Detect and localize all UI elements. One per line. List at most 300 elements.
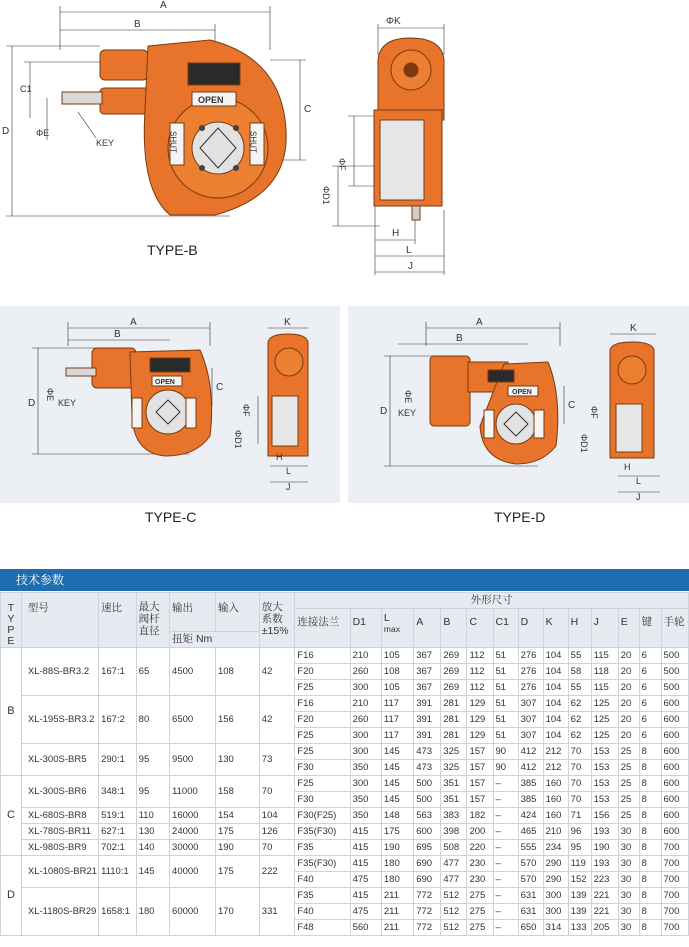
- h-cell: 70: [568, 776, 591, 792]
- l-header-main: L: [383, 612, 390, 624]
- type-header-t: T: [7, 602, 15, 614]
- c-cell: 112: [467, 680, 493, 696]
- k-cell: 160: [543, 776, 568, 792]
- dim-a: A: [160, 0, 167, 11]
- l-cell: 117: [381, 712, 413, 728]
- e-cell: 30: [618, 840, 639, 856]
- flange-cell: F30: [295, 792, 350, 808]
- d-cell: 555: [518, 840, 543, 856]
- key-cell: 8: [639, 904, 661, 920]
- dim-d-c: D: [28, 398, 36, 409]
- amp-line3: ±15%: [261, 625, 289, 637]
- dim-a-d: A: [476, 317, 483, 328]
- handwheel-cell: 700: [661, 840, 689, 856]
- dim-k-c: K: [284, 317, 291, 328]
- dim-j: J: [408, 261, 413, 272]
- l-cell: 117: [381, 728, 413, 744]
- d1-cell: 260: [350, 712, 381, 728]
- d1-cell: 300: [350, 680, 381, 696]
- c1-cell: –: [493, 776, 518, 792]
- amp-factor-cell: 73: [259, 744, 294, 776]
- c1-cell: 51: [493, 664, 518, 680]
- flange-cell: F35(F30): [295, 856, 350, 872]
- dim-phie-c: ΦE: [45, 388, 55, 402]
- l-cell: 180: [381, 856, 413, 872]
- flange-cell: F25: [295, 680, 350, 696]
- dim-phid1-d: ΦD1: [579, 434, 589, 453]
- output-torque-cell: 24000: [170, 824, 216, 840]
- e-cell: 30: [618, 920, 639, 936]
- stem-cell: 65: [136, 648, 169, 696]
- j-cell: 223: [591, 872, 618, 888]
- c1-cell: –: [493, 792, 518, 808]
- dim-h-c: H: [276, 452, 283, 462]
- a-cell: 690: [414, 872, 441, 888]
- type-cell: D: [1, 856, 22, 936]
- c-cell: 182: [467, 808, 493, 824]
- l-cell: 145: [381, 744, 413, 760]
- dim-h-d: H: [624, 462, 631, 472]
- h-cell: 70: [568, 744, 591, 760]
- d1-cell: 260: [350, 664, 381, 680]
- input-torque-cell: 158: [215, 776, 259, 808]
- d1-cell: 350: [350, 760, 381, 776]
- type-b-side-drawing: [320, 10, 470, 280]
- e-cell: 20: [618, 648, 639, 664]
- model-cell: XL-88S-BR3.2: [21, 648, 98, 696]
- k-cell: 234: [543, 840, 568, 856]
- h-cell: 62: [568, 728, 591, 744]
- handwheel-cell: 600: [661, 744, 689, 760]
- d1-cell: 350: [350, 792, 381, 808]
- open-plate-text: OPEN: [198, 95, 224, 105]
- j-cell: 115: [591, 648, 618, 664]
- e-cell: 20: [618, 664, 639, 680]
- c1-cell: –: [493, 920, 518, 936]
- type-header-p: P: [7, 624, 15, 636]
- e-cell: 25: [618, 792, 639, 808]
- ratio-cell: 167:2: [99, 696, 137, 744]
- key-cell: 8: [639, 824, 661, 840]
- type-cell: B: [1, 648, 22, 776]
- c-cell: 129: [467, 696, 493, 712]
- a-cell: 391: [414, 712, 441, 728]
- c-cell: 200: [467, 824, 493, 840]
- a-cell: 772: [414, 920, 441, 936]
- c-header: C: [467, 609, 493, 648]
- key-cell: 8: [639, 760, 661, 776]
- k-cell: 210: [543, 824, 568, 840]
- d1-cell: 415: [350, 888, 381, 904]
- d-header: D: [518, 609, 543, 648]
- flange-cell: F30(F25): [295, 808, 350, 824]
- d-cell: 385: [518, 776, 543, 792]
- input-torque-cell: 130: [215, 744, 259, 776]
- amp-factor-cell: 42: [259, 648, 294, 696]
- dim-d-d: D: [380, 406, 388, 417]
- input-torque-cell: 190: [215, 840, 259, 856]
- b-cell: 477: [441, 856, 467, 872]
- c1-cell: –: [493, 872, 518, 888]
- input-torque-cell: 170: [215, 888, 259, 936]
- d1-cell: 475: [350, 904, 381, 920]
- c-cell: 275: [467, 920, 493, 936]
- c1-cell: –: [493, 856, 518, 872]
- j-cell: 156: [591, 808, 618, 824]
- stem-cell: 130: [136, 824, 169, 840]
- b-cell: 281: [441, 712, 467, 728]
- c-cell: 112: [467, 664, 493, 680]
- dim-l-c: L: [286, 466, 292, 476]
- l-cell: 145: [381, 776, 413, 792]
- ratio-cell: 348:1: [99, 776, 137, 808]
- c1-cell: 51: [493, 728, 518, 744]
- key-cell: 6: [639, 728, 661, 744]
- e-cell: 20: [618, 712, 639, 728]
- j-cell: 205: [591, 920, 618, 936]
- j-cell: 153: [591, 776, 618, 792]
- table-row: [1, 840, 689, 856]
- table-row: [1, 744, 689, 760]
- key-cell: 6: [639, 680, 661, 696]
- flange-cell: F35: [295, 840, 350, 856]
- l-header: [381, 609, 413, 648]
- type-d-panel: [348, 306, 689, 503]
- shut-plate-text-right: SHUT: [248, 131, 258, 153]
- b-cell: 351: [441, 776, 467, 792]
- type-header: [1, 593, 22, 648]
- spec-table: [0, 592, 689, 936]
- type-c-drawing: [0, 306, 340, 503]
- d-cell: 276: [518, 648, 543, 664]
- c1-cell: –: [493, 824, 518, 840]
- b-cell: 398: [441, 824, 467, 840]
- b-cell: 351: [441, 792, 467, 808]
- ratio-cell: 167:1: [99, 648, 137, 696]
- c-cell: 157: [467, 744, 493, 760]
- d-cell: 631: [518, 904, 543, 920]
- stem-cell: 180: [136, 888, 169, 936]
- key-cell: 8: [639, 808, 661, 824]
- c-cell: 275: [467, 904, 493, 920]
- flange-cell: F16: [295, 648, 350, 664]
- amp-factor-cell: 70: [259, 776, 294, 808]
- k-cell: 104: [543, 712, 568, 728]
- l-cell: 180: [381, 872, 413, 888]
- input-torque-cell: 108: [215, 648, 259, 696]
- d-cell: 276: [518, 680, 543, 696]
- l-cell: 105: [381, 680, 413, 696]
- stem-cell: 140: [136, 840, 169, 856]
- b-cell: 281: [441, 696, 467, 712]
- dim-c1: C1: [20, 84, 32, 94]
- l-cell: 211: [381, 888, 413, 904]
- j-cell: 125: [591, 728, 618, 744]
- ratio-cell: 1658:1: [99, 888, 137, 936]
- e-cell: 25: [618, 808, 639, 824]
- h-cell: 139: [568, 904, 591, 920]
- dim-phif: ΦF: [337, 158, 347, 171]
- e-cell: 20: [618, 680, 639, 696]
- handwheel-cell: 600: [661, 808, 689, 824]
- handwheel-cell: 600: [661, 712, 689, 728]
- ratio-cell: 1110:1: [99, 856, 137, 888]
- a-cell: 600: [414, 824, 441, 840]
- model-cell: XL-195S-BR3.2: [21, 696, 98, 744]
- c-cell: 112: [467, 648, 493, 664]
- flange-cell: F40: [295, 872, 350, 888]
- flange-cell: F16: [295, 696, 350, 712]
- l-cell: 190: [381, 840, 413, 856]
- j-cell: 125: [591, 712, 618, 728]
- c-cell: 275: [467, 888, 493, 904]
- h-cell: 133: [568, 920, 591, 936]
- h-cell: 119: [568, 856, 591, 872]
- flange-cell: F25: [295, 744, 350, 760]
- j-cell: 193: [591, 824, 618, 840]
- h-cell: 95: [568, 840, 591, 856]
- d1-cell: 300: [350, 728, 381, 744]
- k-cell: 290: [543, 872, 568, 888]
- d-cell: 307: [518, 712, 543, 728]
- amp-factor-cell: 42: [259, 696, 294, 744]
- b-cell: 512: [441, 904, 467, 920]
- stem-cell: 80: [136, 696, 169, 744]
- k-cell: 160: [543, 808, 568, 824]
- b-cell: 325: [441, 760, 467, 776]
- output-torque-cell: 40000: [170, 856, 216, 888]
- a-cell: 690: [414, 856, 441, 872]
- h-cell: 70: [568, 760, 591, 776]
- b-cell: 512: [441, 888, 467, 904]
- table-row: [1, 856, 689, 872]
- type-c-panel: [0, 306, 340, 503]
- d-cell: 385: [518, 792, 543, 808]
- handwheel-cell: 600: [661, 824, 689, 840]
- j-cell: 221: [591, 904, 618, 920]
- dim-phid1: ΦD1: [321, 186, 331, 205]
- model-cell: XL-300S-BR5: [21, 744, 98, 776]
- d1-cell: 210: [350, 696, 381, 712]
- j-header: J: [591, 609, 618, 648]
- table-row: [1, 824, 689, 840]
- d-cell: 650: [518, 920, 543, 936]
- l-cell: 175: [381, 824, 413, 840]
- dim-j-d: J: [636, 492, 641, 502]
- l-cell: 145: [381, 792, 413, 808]
- e-cell: 30: [618, 872, 639, 888]
- e-cell: 20: [618, 696, 639, 712]
- output-torque-cell: 30000: [170, 840, 216, 856]
- l-cell: 105: [381, 648, 413, 664]
- b-cell: 325: [441, 744, 467, 760]
- d1-cell: 415: [350, 840, 381, 856]
- amp-factor-cell: 70: [259, 840, 294, 856]
- dim-a-c: A: [130, 317, 137, 328]
- c1-header: C1: [493, 609, 518, 648]
- stem-cell: 95: [136, 776, 169, 808]
- amp-header: [259, 593, 294, 648]
- ratio-header: 速比: [99, 593, 137, 648]
- h-cell: 62: [568, 712, 591, 728]
- key-cell: 6: [639, 712, 661, 728]
- input-torque-cell: 175: [215, 856, 259, 888]
- a-cell: 367: [414, 648, 441, 664]
- e-cell: 25: [618, 760, 639, 776]
- k-cell: 212: [543, 744, 568, 760]
- amp-factor-cell: 126: [259, 824, 294, 840]
- c1-cell: 51: [493, 712, 518, 728]
- h-cell: 139: [568, 888, 591, 904]
- outline-header: 外形尺寸: [295, 593, 689, 609]
- output-torque-cell: 11000: [170, 776, 216, 808]
- amp-line1: 放大: [261, 601, 283, 613]
- dim-k-d: K: [630, 323, 637, 334]
- l-cell: 211: [381, 920, 413, 936]
- c1-cell: –: [493, 808, 518, 824]
- ratio-cell: 627:1: [99, 824, 137, 840]
- c-cell: 230: [467, 872, 493, 888]
- key-cell: 8: [639, 792, 661, 808]
- key-label: KEY: [96, 138, 115, 148]
- k-cell: 314: [543, 920, 568, 936]
- table-title: 技术参数: [0, 569, 689, 591]
- key-cell: 8: [639, 920, 661, 936]
- a-header: A: [414, 609, 441, 648]
- d-cell: 412: [518, 744, 543, 760]
- d1-cell: 300: [350, 744, 381, 760]
- c1-cell: 90: [493, 760, 518, 776]
- b-cell: 281: [441, 728, 467, 744]
- key-cell: 6: [639, 696, 661, 712]
- k-cell: 290: [543, 856, 568, 872]
- c-cell: 230: [467, 856, 493, 872]
- dim-l: L: [406, 245, 412, 256]
- model-cell: XL-680S-BR8: [21, 808, 98, 824]
- dim-phik: ΦK: [386, 16, 401, 27]
- flange-cell: F35: [295, 888, 350, 904]
- type-d-caption: TYPE-D: [494, 509, 546, 525]
- flange-cell: F20: [295, 712, 350, 728]
- handwheel-cell: 700: [661, 872, 689, 888]
- c1-cell: 51: [493, 680, 518, 696]
- table-row: [1, 648, 689, 664]
- j-cell: 153: [591, 760, 618, 776]
- max-stem-line2: 阀杆: [138, 613, 160, 625]
- flange-cell: F30: [295, 760, 350, 776]
- stem-cell: 95: [136, 744, 169, 776]
- model-cell: XL-1080S-BR21: [21, 856, 98, 888]
- c-cell: 157: [467, 760, 493, 776]
- h-header: H: [568, 609, 591, 648]
- key-label-c: KEY: [58, 398, 77, 408]
- flange-cell: F35(F30): [295, 824, 350, 840]
- amp-factor-cell: 331: [259, 888, 294, 936]
- k-cell: 104: [543, 648, 568, 664]
- c1-cell: 51: [493, 696, 518, 712]
- b-cell: 269: [441, 648, 467, 664]
- a-cell: 367: [414, 664, 441, 680]
- table-row: [1, 696, 689, 712]
- j-cell: 153: [591, 792, 618, 808]
- c1-cell: 51: [493, 648, 518, 664]
- dim-b: B: [134, 19, 141, 30]
- l-cell: 148: [381, 808, 413, 824]
- stem-cell: 110: [136, 808, 169, 824]
- e-cell: 25: [618, 776, 639, 792]
- h-cell: 55: [568, 680, 591, 696]
- dim-d: D: [2, 126, 10, 137]
- k-cell: 104: [543, 680, 568, 696]
- e-cell: 25: [618, 744, 639, 760]
- open-plate-text-d: OPEN: [512, 389, 532, 396]
- output-torque-cell: 60000: [170, 888, 216, 936]
- e-cell: 30: [618, 904, 639, 920]
- type-header-y: Y: [7, 613, 15, 625]
- key-cell: 8: [639, 776, 661, 792]
- b-cell: 477: [441, 872, 467, 888]
- dim-j-c: J: [286, 482, 291, 492]
- k-cell: 160: [543, 792, 568, 808]
- handwheel-cell: 700: [661, 856, 689, 872]
- k-cell: 212: [543, 760, 568, 776]
- key-cell: 6: [639, 664, 661, 680]
- handwheel-cell: 600: [661, 760, 689, 776]
- table-row: [1, 888, 689, 904]
- h-cell: 70: [568, 792, 591, 808]
- output-torque-cell: 16000: [170, 808, 216, 824]
- k-cell: 104: [543, 696, 568, 712]
- e-cell: 30: [618, 888, 639, 904]
- d1-header: D1: [350, 609, 381, 648]
- ratio-cell: 519:1: [99, 808, 137, 824]
- torque-header: 扭矩 Nm: [170, 632, 260, 648]
- ratio-cell: 290:1: [99, 744, 137, 776]
- open-plate-text-c: OPEN: [155, 379, 175, 386]
- flange-cell: F25: [295, 728, 350, 744]
- a-cell: 391: [414, 696, 441, 712]
- model-cell: XL-980S-BR9: [21, 840, 98, 856]
- amp-line2: 系数: [261, 613, 283, 625]
- input-torque-cell: 156: [215, 696, 259, 744]
- handwheel-cell: 500: [661, 680, 689, 696]
- flange-cell: F40: [295, 904, 350, 920]
- l-cell: 108: [381, 664, 413, 680]
- dim-phie: ΦE: [36, 128, 50, 138]
- handwheel-header: 手轮: [661, 609, 689, 648]
- k-header: K: [543, 609, 568, 648]
- j-cell: 193: [591, 856, 618, 872]
- h-cell: 71: [568, 808, 591, 824]
- d1-cell: 350: [350, 808, 381, 824]
- type-header-e: E: [7, 635, 15, 647]
- l-cell: 145: [381, 760, 413, 776]
- j-cell: 190: [591, 840, 618, 856]
- key-cell: 8: [639, 856, 661, 872]
- j-cell: 115: [591, 680, 618, 696]
- model-cell: XL-1180S-BR29: [21, 888, 98, 936]
- output-header: 输出: [170, 593, 216, 632]
- dim-c-d: C: [568, 400, 576, 411]
- b-header: B: [441, 609, 467, 648]
- type-cell: C: [1, 776, 22, 856]
- handwheel-cell: 700: [661, 920, 689, 936]
- d1-cell: 300: [350, 776, 381, 792]
- key-cell: 8: [639, 840, 661, 856]
- dim-c: C: [304, 104, 312, 115]
- e-cell: 20: [618, 728, 639, 744]
- handwheel-cell: 700: [661, 888, 689, 904]
